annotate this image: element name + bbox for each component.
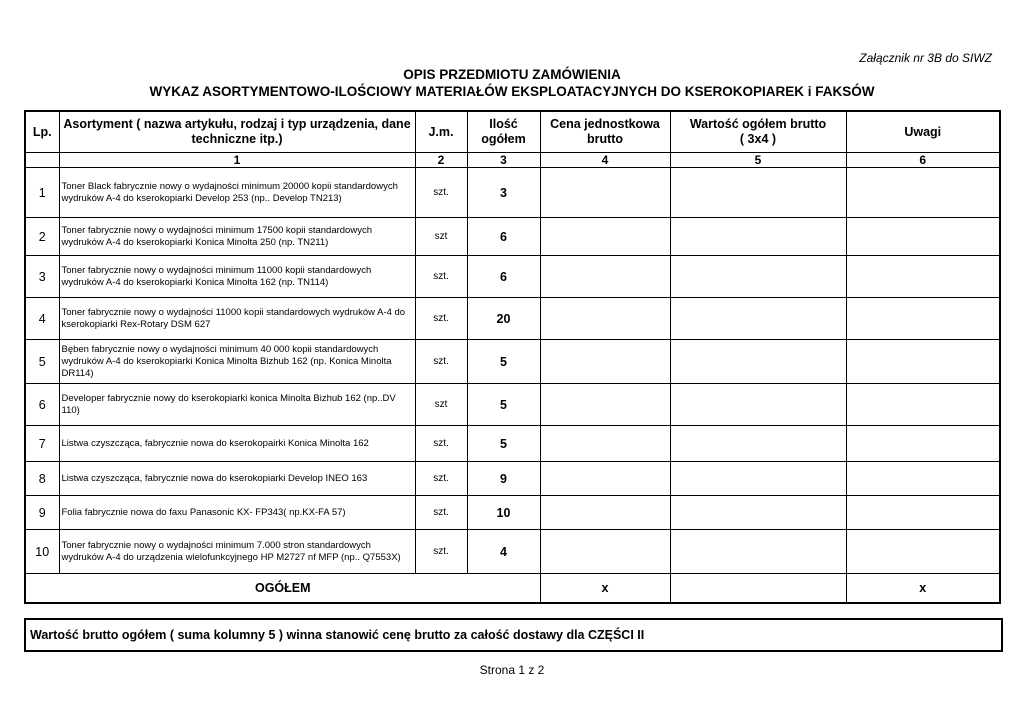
total-row [25,574,1000,604]
column-number-row [25,153,1000,168]
row-unit: szt. [415,496,467,530]
table-row [25,298,1000,340]
row-quantity: 4 [467,530,540,574]
total-price-mark: x [540,574,670,604]
row-unit: szt. [415,168,467,218]
row-total-value-cell[interactable] [670,256,846,298]
summary-note: Wartość brutto ogółem ( suma kolumny 5 ) winna stanowić cenę brutto za całość dostawy dla CZĘŚCI II [24,618,1003,652]
assortment-table [24,110,1001,604]
row-total-value-cell[interactable] [670,384,846,426]
table-row [25,462,1000,496]
row-unit-price-cell[interactable] [540,256,670,298]
column-number: 6 [846,153,1000,168]
row-unit: szt [415,384,467,426]
row-description: Bęben fabrycznie nowy o wydajności minimum 40 000 kopii standardowych wydruków A-4 do kserokopiarki Konica Minolta Bizhub 162 (np. Konica Minolta DR114) [59,340,415,384]
row-description: Toner fabrycznie nowy o wydajności minimum 17500 kopii standardowych wydruków A-4 do kserokopiarki Konica Minolta 250 (np. TN211) [59,218,415,256]
table-row [25,384,1000,426]
header-unit-price: Cena jednostkowa brutto [540,111,670,153]
row-quantity: 20 [467,298,540,340]
row-unit-price-cell[interactable] [540,496,670,530]
row-total-value-cell[interactable] [670,426,846,462]
row-lp: 2 [25,218,59,256]
column-number: 2 [415,153,467,168]
header-unit: J.m. [415,111,467,153]
table-row [25,256,1000,298]
row-quantity: 5 [467,426,540,462]
row-unit-price-cell[interactable] [540,530,670,574]
row-total-value-cell[interactable] [670,496,846,530]
table-row [25,340,1000,384]
row-unit-price-cell[interactable] [540,462,670,496]
row-description: Listwa czyszcząca, fabrycznie nowa do kserokopairki Konica Minolta 162 [59,426,415,462]
header-assortment: Asortyment ( nazwa artykułu, rodzaj i typ urządzenia, dane techniczne itp.) [59,111,415,153]
table-row [25,168,1000,218]
row-total-value-cell[interactable] [670,298,846,340]
page-footer: Strona 1 z 2 [479,663,545,677]
header-notes: Uwagi [846,111,1000,153]
row-notes-cell[interactable] [846,218,1000,256]
row-lp: 7 [25,426,59,462]
row-description: Listwa czyszcząca, fabrycznie nowa do kserokopiarki Develop INEO 163 [59,462,415,496]
row-description: Toner fabrycznie nowy o wydajności minimum 11000 kopii standardowych wydruków A-4 do kserokopiarki Konica Minolta 162 (np. TN114) [59,256,415,298]
row-description: Toner Black fabrycznie nowy o wydajności minimum 20000 kopii standardowych wydruków A-4 do kserokopiarki Develop 253 (np.. Develop TN213) [59,168,415,218]
header-quantity: Ilość ogółem [467,111,540,153]
column-number: 4 [540,153,670,168]
column-number: 1 [59,153,415,168]
total-label: OGÓŁEM [25,574,540,604]
row-unit: szt. [415,340,467,384]
row-notes-cell[interactable] [846,462,1000,496]
row-quantity: 10 [467,496,540,530]
row-notes-cell[interactable] [846,256,1000,298]
table-row [25,426,1000,462]
row-unit: szt. [415,256,467,298]
document-title: OPIS PRZEDMIOTU ZAMÓWIENIA [403,67,621,82]
row-quantity: 5 [467,384,540,426]
total-value-cell[interactable] [670,574,846,604]
row-total-value-cell[interactable] [670,340,846,384]
row-notes-cell[interactable] [846,426,1000,462]
annex-label: Załącznik nr 3B do SIWZ [859,51,992,65]
row-notes-cell[interactable] [846,168,1000,218]
header-total-value: Wartość ogółem brutto ( 3x4 ) [670,111,846,153]
header-lp: Lp. [25,111,59,153]
row-notes-cell[interactable] [846,384,1000,426]
row-quantity: 6 [467,256,540,298]
column-number-blank [25,153,59,168]
column-number: 5 [670,153,846,168]
row-unit: szt. [415,462,467,496]
row-description: Folia fabrycznie nowa do faxu Panasonic KX- FP343( np.KX-FA 57) [59,496,415,530]
row-total-value-cell[interactable] [670,218,846,256]
row-notes-cell[interactable] [846,530,1000,574]
table-header-row [25,111,1000,153]
table-row [25,496,1000,530]
row-unit-price-cell[interactable] [540,298,670,340]
row-lp: 10 [25,530,59,574]
row-unit-price-cell[interactable] [540,218,670,256]
row-unit-price-cell[interactable] [540,384,670,426]
row-lp: 5 [25,340,59,384]
document-subtitle: WYKAZ ASORTYMENTOWO-ILOŚCIOWY MATERIAŁÓW EKSPLOATACYJNYCH DO KSEROKOPIAREK i FAKSÓW [149,84,875,99]
row-total-value-cell[interactable] [670,168,846,218]
row-total-value-cell[interactable] [670,462,846,496]
row-description: Toner fabrycznie nowy o wydajności minimum 7.000 stron standardowych wydruków A-4 do urządzenia wielofunkcyjnego HP M2727 nf MFP (np.. Q7553X) [59,530,415,574]
row-description: Toner fabrycznie nowy o wydajności 11000 kopii standardowych wydruków A-4 do kserokopiarki Rex-Rotary DSM 627 [59,298,415,340]
row-lp: 3 [25,256,59,298]
row-unit-price-cell[interactable] [540,340,670,384]
total-notes-mark: x [846,574,1000,604]
row-lp: 8 [25,462,59,496]
column-number: 3 [467,153,540,168]
row-total-value-cell[interactable] [670,530,846,574]
table-row [25,218,1000,256]
row-unit: szt. [415,426,467,462]
row-notes-cell[interactable] [846,340,1000,384]
row-unit-price-cell[interactable] [540,426,670,462]
row-description: Developer fabrycznie nowy do kserokopiarki konica Minolta Bizhub 162 (np..DV 110) [59,384,415,426]
row-unit: szt. [415,298,467,340]
row-lp: 4 [25,298,59,340]
row-quantity: 3 [467,168,540,218]
row-unit: szt [415,218,467,256]
row-lp: 9 [25,496,59,530]
row-notes-cell[interactable] [846,496,1000,530]
row-unit-price-cell[interactable] [540,168,670,218]
row-quantity: 9 [467,462,540,496]
table-row [25,530,1000,574]
row-notes-cell[interactable] [846,298,1000,340]
row-lp: 1 [25,168,59,218]
row-lp: 6 [25,384,59,426]
row-quantity: 5 [467,340,540,384]
row-unit: szt. [415,530,467,574]
row-quantity: 6 [467,218,540,256]
